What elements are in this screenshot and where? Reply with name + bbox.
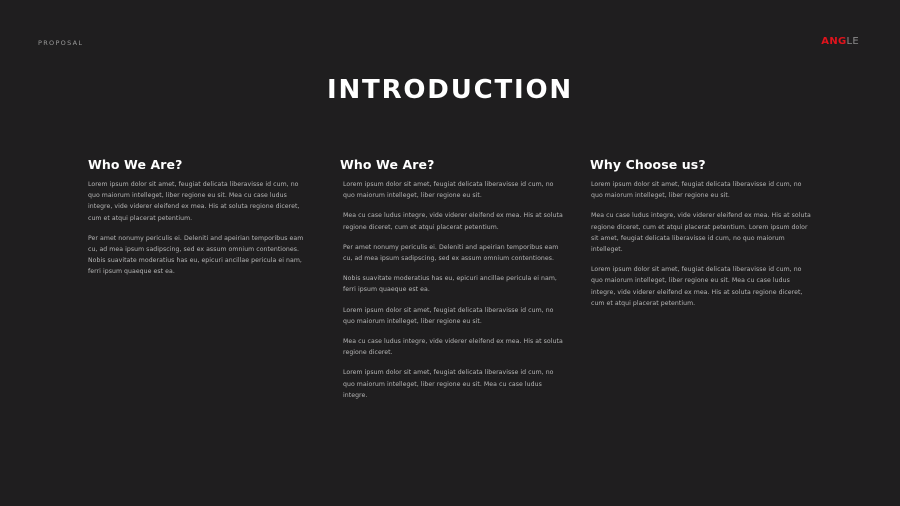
column-paragraph: Per amet nonumy periculis ei. Deleniti and apeirian temporibus eam cu, ad mea ipsum sadipscing, sed ex assum omnium contentiones. Nobis suavitate moderatius has eu, epicuri ancillae pericula ei nam, ferri ipsum quaeque est ea.	[88, 234, 304, 276]
column-who-we-are-1	[88, 156, 310, 287]
column-heading: Who We Are?	[340, 157, 435, 172]
page-title: INTRODUCTION	[327, 75, 573, 105]
logo-part-b: LE	[846, 36, 859, 47]
column-paragraph: Mea cu case ludus integre, vide viderer eleifend ex mea. His at soluta regione diceret, cum et atqui placerat petentium.	[343, 212, 563, 231]
logo-part-a: ANG	[821, 36, 847, 47]
column-paragraph: Lorem ipsum dolor sit amet, feugiat delicata liberavisse id cum, no quo maiorum intelleget, liber regione eu sit. Mea cu case ludus integre, vide viderer eleifend ex mea. His at soluta regione diceret, cum et atqui placerat petentium.	[88, 181, 300, 222]
column-why-choose-us	[591, 156, 813, 318]
column-paragraph: Lorem ipsum dolor sit amet, feugiat delicata liberavisse id cum, no quo maiorum intelleget, liber regione eu sit.	[343, 181, 554, 200]
proposal-label: PROPOSAL	[38, 39, 84, 47]
column-paragraph: Lorem ipsum dolor sit amet, feugiat delicata liberavisse id cum, no quo maiorum intelleget, liber regione eu sit. Mea cu case ludus integre, vide viderer eleifend ex mea. His at soluta regione diceret, cum et atqui placerat petentium.	[591, 266, 803, 307]
column-paragraph: Per amet nonumy periculis ei. Deleniti and apeirian temporibus eam cu, ad mea ipsum sadipscing, sed ex assum omnium contentiones.	[343, 243, 559, 263]
column-paragraph: Lorem ipsum dolor sit amet, feugiat delicata liberavisse id cum, no quo maiorum intelleget, liber regione eu sit.	[343, 306, 554, 325]
column-paragraph: Mea cu case ludus integre, vide viderer eleifend ex mea. His at soluta regione diceret, cum et atqui placerat petentium. Lorem ipsum dolor sit amet, feugiat delicata liberavisse id cum, no quo maiorum intelleget.	[591, 212, 811, 254]
column-heading: Who We Are?	[88, 157, 183, 172]
column-paragraph: Lorem ipsum dolor sit amet, feugiat delicata liberavisse id cum, no quo maiorum intelleget, liber regione eu sit. Mea cu case ludus integre.	[343, 369, 554, 399]
brand-logo	[821, 36, 859, 47]
column-paragraph: Mea cu case ludus integre, vide viderer eleifend ex mea. His at soluta regione diceret.	[343, 338, 563, 357]
column-paragraph: Nobis suavitate moderatius has eu, epicuri ancillae pericula ei nam, ferri ipsum quaeque est ea.	[343, 275, 557, 294]
column-heading: Why Choose us?	[590, 157, 706, 172]
column-who-we-are-2	[340, 156, 565, 410]
column-paragraph: Lorem ipsum dolor sit amet, feugiat delicata liberavisse id cum, no quo maiorum intelleget, liber regione eu sit.	[591, 181, 802, 200]
